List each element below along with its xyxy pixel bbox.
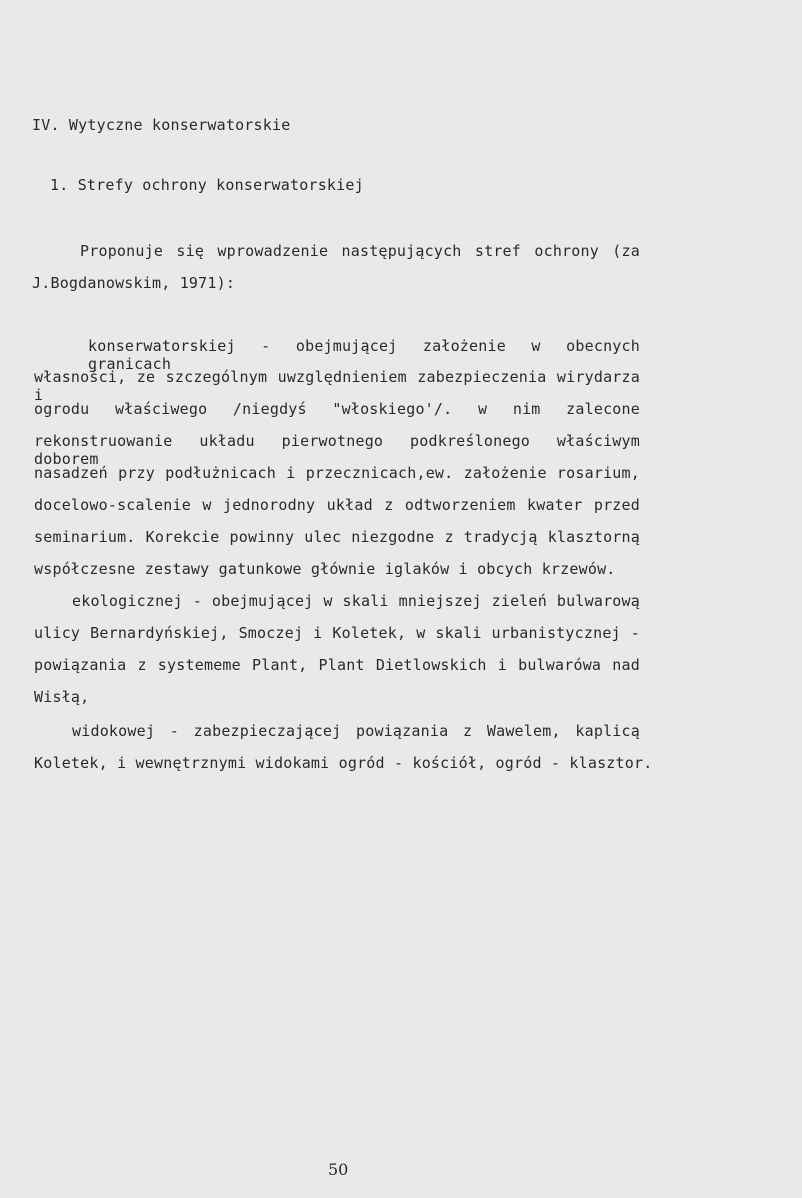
zone3-line: Koletek, i wewnętrznymi widokami ogród - kościół, ogród - klasztor. [34, 754, 653, 772]
zone2-line: ekologicznej - obejmującej w skali mniejszej zieleń bulwarową [72, 592, 640, 610]
zone1-line: ogrodu właściwego /niegdyś "włoskiego'/. w nim zalecone [34, 400, 640, 418]
section-heading: IV. Wytyczne konserwatorskie [32, 116, 291, 134]
zone2-line: powiązania z systememe Plant, Plant Dietlowskich i bulwarówa nad [34, 656, 640, 674]
zone1-line: seminarium. Korekcie powinny ulec niezgodne z tradycją klasztorną [34, 528, 640, 546]
zone1-line: współczesne zestawy gatunkowe głównie iglaków i obcych krzewów. [34, 560, 616, 578]
zone2-line: ulicy Bernardyńskiej, Smoczej i Koletek, w skali urbanistycznej - [34, 624, 640, 642]
intro-line-2: J.Bogdanowskim, 1971): [32, 274, 236, 292]
zone1-line: własności, ze szczególnym uwzględnieniem zabezpieczenia wirydarza i [34, 368, 640, 404]
page-number: 50 [328, 1160, 349, 1179]
zone1-line: docelowo-scalenie w jednorodny układ z odtworzeniem kwater przed [34, 496, 640, 514]
zone1-line: konserwatorskiej - obejmującej założenie w obecnych granicach [88, 337, 640, 373]
zone1-line: nasadzeń przy podłużnicach i przecznicach,ew. założenie rosarium, [34, 464, 640, 482]
zone3-line: widokowej - zabezpieczającej powiązania z Wawelem, kaplicą [72, 722, 640, 740]
intro-line-1: Proponuje się wprowadzenie następujących stref ochrony (za [80, 242, 640, 260]
zone2-line: Wisłą, [34, 688, 90, 706]
zone1-line: rekonstruowanie układu pierwotnego podkreślonego właściwym doborem [34, 432, 640, 468]
subsection-heading: 1. Strefy ochrony konserwatorskiej [50, 176, 364, 194]
